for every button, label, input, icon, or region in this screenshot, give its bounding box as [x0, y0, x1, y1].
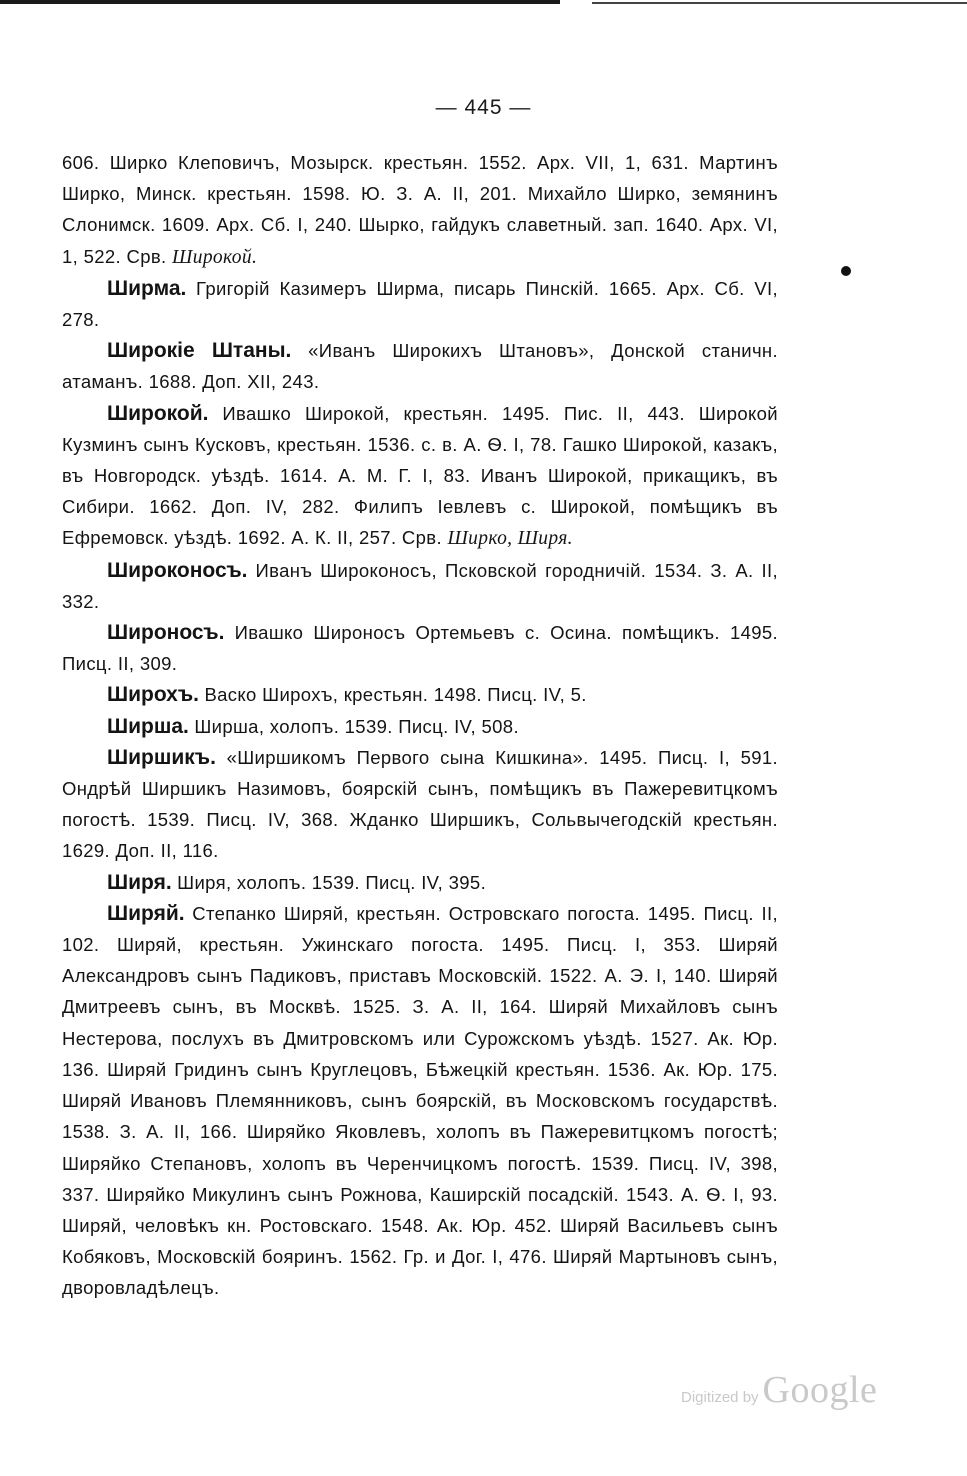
entry-headword: Ширма. — [107, 276, 187, 300]
digitized-watermark — [681, 1369, 878, 1412]
entry-shirshik — [62, 742, 778, 867]
entry-body: Иванъ Широконосъ, Псковской городничій. 1534. З. А. II, 332. — [62, 559, 778, 612]
entry-headword: Ширшикъ. — [107, 745, 216, 769]
entry-shirokonos — [62, 555, 778, 617]
entry-body: Степанко Ширяй, крестьян. Островскаго погоста. 1495. Писц. II, 102. Ширяй, крестьян. Ужинскаго погоста. 1495. Писц. I, 353. Ширяй Александровъ сынъ Падиковъ, приставъ Московскій. 1522. А. Э. I, 140. Ширяй Дмитреевъ сынъ, въ Москвѣ. 1525. З. А. II, 164. Ширяй Михайловъ сынъ Нестерова, послухъ въ Дмитровскомъ или Сурожскомъ уѣздѣ. 1527. Ак. Юр. 136. Ширяй Гридинъ сынъ Круглецовъ, Бѣжецкій крестьян. 1536. Ак. Юр. 175. Ширяй Ивановъ Племянниковъ, сынъ боярскій, въ Московскомъ государствѣ. 1538. З. А. II, 166. Ширяйко Яковлевъ, холопъ въ Пажеревитцкомъ погостѣ; Ширяйко Степановъ, холопъ въ Черенчицкомъ погостѣ. 1539. Писц. IV, 398, 337. Ширяйко Микулинъ сынъ Рожнова, Каширскій посадскій. 1543. А. Ѳ. I, 93. Ширяй, человѣкъ кн. Ростовскаго. 1548. Ак. Юр. 452. Ширяй Васильевъ сынъ Кобяковъ, Московскій бояринъ. 1562. Гр. и Дог. I, 476. Ширяй Мартыновъ сынъ, дворовладѣлецъ. — [62, 902, 778, 1299]
entry-body: Васко Широхъ, крестьян. 1498. Писц. IV, 5. — [204, 684, 587, 706]
entry-body: 606. Ширко Клеповичъ, Мозырск. крестьян. 1552. Арх. VII, 1, 631. Мартинъ Ширко, Минск. крестьян. 1598. Ю. З. А. II, 201. Михайло Ширко, земянинъ Слонимск. 1609. Арх. Сб. I, 240. Шырко, гайдукъ славетный. зап. 1640. Арх. VI, 1, 522. Срв. — [62, 152, 778, 267]
entry-headword: Широхъ. — [107, 683, 199, 707]
entry-headword: Ширша. — [107, 714, 189, 738]
entry-shironos — [62, 617, 778, 679]
entry-body: Ивашко Широкой, крестьян. 1495. Пис. II, 443. Широкой Кузминъ сынъ Кусковъ, крестьян. 1536. с. в. А. Ѳ. I, 78. Гашко Широкой, казакъ, въ Новгородск. уѣздѣ. 1614. А. М. Г. I, 83. Иванъ Широкой, прикащикъ, въ Сибири. 1662. Доп. IV, 282. Филипъ Іевлевъ с. Широкой, помѣщикъ въ Ефремовск. уѣздѣ. 1692. А. К. II, 257. Срв. — [62, 402, 778, 549]
entry-headword: Широкой. — [107, 401, 209, 425]
page-number: — 445 — — [435, 96, 532, 119]
google-logo: Google — [762, 1369, 878, 1411]
entry-headword: Широконосъ. — [107, 558, 248, 582]
entry-headword: Ширяй. — [107, 901, 185, 925]
entry-crossref: Ширко, Ширя. — [447, 528, 573, 550]
entry-headword: Ширя. — [107, 870, 172, 894]
dictionary-text — [62, 147, 778, 1304]
entry-shirokh — [62, 679, 778, 710]
entry-body: Ивашко Широносъ Ортемьевъ с. Осина. помѣщикъ. 1495. Писц. II, 309. — [62, 622, 778, 675]
entry-body: «Иванъ Широкихъ Штановъ», Донской станичн. атаманъ. 1688. Доп. XII, 243. — [62, 340, 778, 393]
entry-shirma — [62, 273, 778, 335]
margin-dot — [841, 266, 851, 276]
entry-shirokoy — [62, 398, 778, 555]
entry-shirya — [62, 867, 778, 898]
entry-crossref: Широкой. — [172, 246, 258, 268]
entry-headword: Широкіе Штаны. — [107, 339, 292, 363]
entry-headword: Широносъ. — [107, 621, 225, 645]
entry-body: Ширша, холопъ. 1539. Писц. IV, 508. — [194, 715, 519, 737]
entry-shirsha — [62, 711, 778, 742]
entry-continuation — [62, 147, 778, 273]
entry-body: Ширя, холопъ. 1539. Писц. IV, 395. — [177, 871, 487, 893]
top-rule-right — [592, 2, 967, 4]
watermark-prefix: Digitized by — [681, 1389, 759, 1406]
entry-shiryay — [62, 898, 778, 1304]
entry-body: Григорій Казимеръ Ширма, писарь Пинскій. 1665. Арх. Сб. VI, 278. — [62, 277, 778, 331]
entry-body: «Ширшикомъ Первого сына Кишкина». 1495. Писц. I, 591. Ондрѣй Ширшикъ Назимовъ, боярскій сынъ, помѣщикъ въ Пажеревитцкомъ погостѣ. 1539. Писц. IV, 368. Жданко Ширшикъ, Сольвычегодскій крестьян. 1629. Доп. II, 116. — [62, 746, 778, 862]
entry-shirokie-shtany — [62, 335, 778, 397]
top-rule-left — [0, 0, 560, 4]
